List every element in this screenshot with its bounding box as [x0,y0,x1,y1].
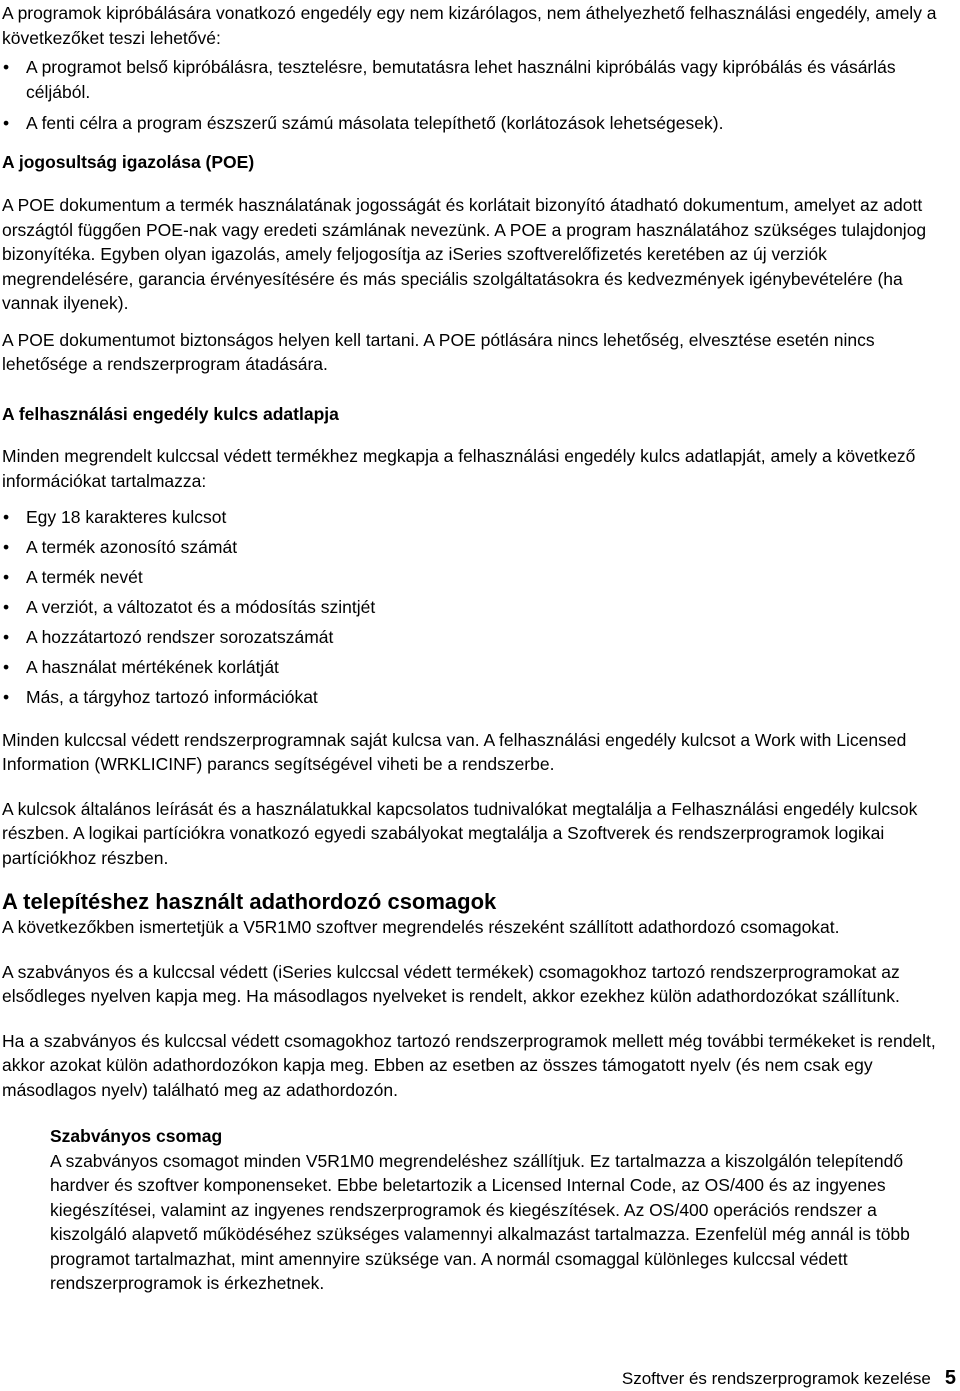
license-paragraph: Minden kulccsal védett rendszerprogramnak saját kulcsa van. A felhasználási engedély kulcsot a Work with Licensed Information (WRKLICINF) parancs segítségével viheti be a rendszerbe. [2,729,907,774]
license-intro: Minden megrendelt kulccsal védett termékhez megkapja a felhasználási engedély kulcs adatlapját, amely a következő információkat tartalmazza: [2,446,916,491]
standard-package-text: A szabványos csomagot minden V5R1M0 megrendeléshez szállítjuk. Ez tartalmazza a kiszolgálón telepítendő hardver és szoftver komponenseket. Ebbe beletartozik a Licensed Internal Code, az OS/400 és az ingyenes kiegészítései, valamint az ingyenes rendszerprogramok és kiegészítések. Az OS/400 operációs rendszer a kiszolgáló alapvető működéséhez szükséges valamennyi alkalmazást tartalmazza. Ezenfelül még annál is több programot tartalmazhat, mint amennyire szüksége van. A normál csomaggal különleges kulccsal védett rendszerprogramok is érkezhetnek. [50,1150,910,1293]
list-item: • A termék azonosító számát [2,535,957,560]
list-item: • A hozzátartozó rendszer sorozatszámát [2,625,957,650]
media-heading: A telepítéshez használt adathordozó csomagok [2,889,497,914]
page-number: 5 [944,1367,956,1389]
list-item: • A verziót, a változatot és a módosítás szintjét [2,595,957,620]
poe-heading: A jogosultság igazolása (POE) [2,151,255,172]
standard-package-heading: Szabványos csomag [50,1126,223,1146]
media-paragraph: A szabványos és a kulccsal védett (iSeries kulccsal védett termékek) csomagokhoz tartozó rendszerprogramokat az elsődleges nyelven kapja meg. Ha másodlagos nyelveket is rendelt, akkor ezekhez külön adathordozókat szállítunk. [2,961,900,1006]
list-item: • A fenti célra a program észszerű számú másolata telepíthető (korlátozások lehetségesek). [2,111,957,136]
page-content [2,1,957,1296]
footer-title: Szoftver és rendszerprogramok kezelése [621,1369,931,1388]
intro-paragraph: A programok kipróbálására vonatkozó engedély egy nem kizárólagos, nem áthelyezhető felhasználási engedély, amely a következőket teszi lehetővé: [2,3,937,48]
intro-bullet-list [2,55,957,136]
page-footer [622,1366,956,1391]
poe-paragraph: A POE dokumentum a termék használatának jogosságát és korlátait bizonyító átadható dokumentum, amelyet az adott országtól függően POE-nak vagy eredeti számlának nevezünk. A POE a program használatához szükséges tulajdonjog bizonyítéka. Egyben olyan igazolás, amely feljogosítja az iSeries szoftverelőfizetés keretében az új verziók megrendelésére, garancia érvényesítésére és más speciális szolgáltatásokra és kedvezmények igénybevételére (ha vannak ilyenek). [2,195,927,313]
list-item: • A használat mértékének korlátját [2,655,957,680]
list-item: • Egy 18 karakteres kulcsot [2,505,957,530]
list-item: • A termék nevét [2,565,957,590]
license-bullet-list [2,505,957,710]
list-item: • Más, a tárgyhoz tartozó információkat [2,685,957,710]
list-item: • A programot belső kipróbálásra, tesztelésre, bemutatásra lehet használni kipróbálás vagy kipróbálás és vásárlás céljából. [2,55,957,104]
license-paragraph: A kulcsok általános leírását és a használatukkal kapcsolatos tudnivalókat megtalálja a Felhasználási engedély kulcsok részben. A logikai partíciókra vonatkozó egyedi szabályokat megtalálja a Szoftverek és rendszerprogramok logikai partíciókhoz részben. [2,798,918,868]
poe-paragraph: A POE dokumentumot biztonságos helyen kell tartani. A POE pótlására nincs lehetőség, elvesztése esetén nincs lehetősége a rendszerprogram átadására. [2,329,875,374]
media-paragraph: Ha a szabványos és kulccsal védett csomagokhoz tartozó rendszerprogramok mellett még további termékeket is rendelt, akkor azokat külön adathordozókon kapja meg. Ebben az esetben az összes támogatott nyelv (és nem csak egy másodlagos nyelv) található meg az adathordozón. [2,1030,936,1100]
media-paragraph: A következőkben ismertetjük a V5R1M0 szoftver megrendelés részeként szállított adathordozó csomagokat. [2,917,840,937]
license-heading: A felhasználási engedély kulcs adatlapja [2,403,339,424]
standard-package-section [2,1124,957,1296]
